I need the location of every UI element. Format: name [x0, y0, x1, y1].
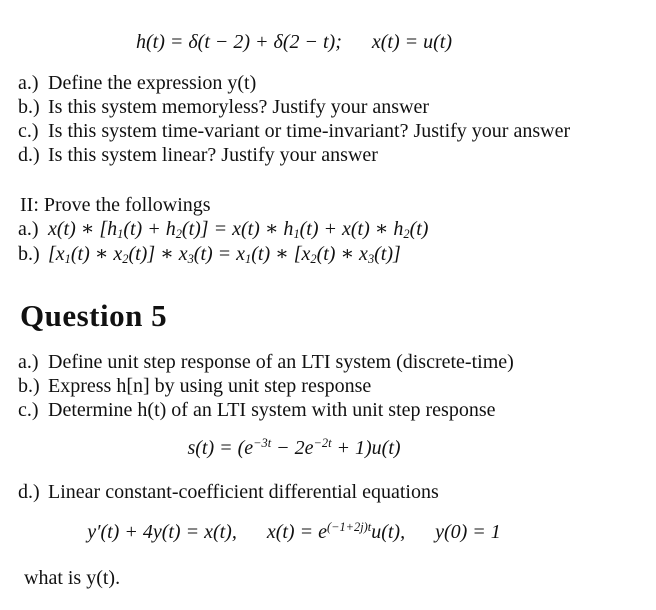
item-text: Is this system linear? Justify your answer: [48, 144, 378, 166]
equation-convolution-distributive: x(t) ∗ $[h_1(t) + h_2(t)] = x(t)$ ∗ $h_1(t) + x(t)$ ∗ $h_2(t)$: [48, 218, 429, 242]
item-text: Determine h(t) of an LTI system with unit step response: [48, 399, 496, 421]
equation-ode: y′(t) + 4y(t) = x(t), $x(t) = e^{(-1+2j)t}u(t)$, y(0) = 1: [87, 520, 501, 543]
part2-item-a: [0, 217, 656, 242]
part2-item-b: [0, 242, 656, 267]
equation-convolution-associative: [$x_1(t)$ ∗ $x_2(t)$] ∗ $x_3(t) = x_1(t)$ ∗ [$x_2(t)$ ∗ $x_3(t)$]: [48, 243, 401, 267]
item-text: Is this system memoryless? Justify your answer: [48, 96, 430, 118]
question5-item-d: [0, 480, 656, 504]
question5-list: [0, 350, 656, 422]
part1-item-d: [0, 143, 656, 167]
closing-question: what is y(t).: [24, 567, 121, 589]
part1-item-c: [0, 119, 656, 143]
question5-item-c: [0, 398, 656, 422]
part1-list: [0, 71, 656, 167]
item-text: Express h[n] by using unit step response: [48, 375, 372, 397]
item-text: Is this system time-variant or time-invariant? Justify your answer: [48, 120, 571, 142]
item-marker: b.): [18, 96, 40, 118]
item-marker: a.): [18, 218, 39, 240]
equation-step-response: $s(t) = (e^{-3t} - 2e^{-2t} + 1)u(t)$: [187, 436, 401, 459]
item-marker: a.): [18, 351, 39, 373]
item-text: Define unit step response of an LTI system (discrete-time): [48, 351, 514, 373]
part2-list: [0, 217, 656, 267]
item-text: Linear constant-coefficient differential equations: [48, 481, 439, 503]
question5-item-a: [0, 350, 656, 374]
item-marker: d.): [18, 481, 40, 503]
item-text: Define the expression y(t): [48, 72, 257, 94]
part2-heading: II: Prove the followings: [20, 194, 211, 216]
item-marker: c.): [18, 399, 39, 421]
part1-item-a: [0, 71, 656, 95]
equation-system-definition: h(t) = δ(t − 2) + δ(2 − t); x(t) = u(t): [136, 31, 452, 53]
part1-item-b: [0, 95, 656, 119]
question5-item-b: [0, 374, 656, 398]
question5-title: Question 5: [20, 298, 168, 333]
item-marker: a.): [18, 72, 39, 94]
item-marker: d.): [18, 144, 40, 166]
item-marker: c.): [18, 120, 39, 142]
item-marker: b.): [18, 243, 40, 265]
item-marker: b.): [18, 375, 40, 397]
